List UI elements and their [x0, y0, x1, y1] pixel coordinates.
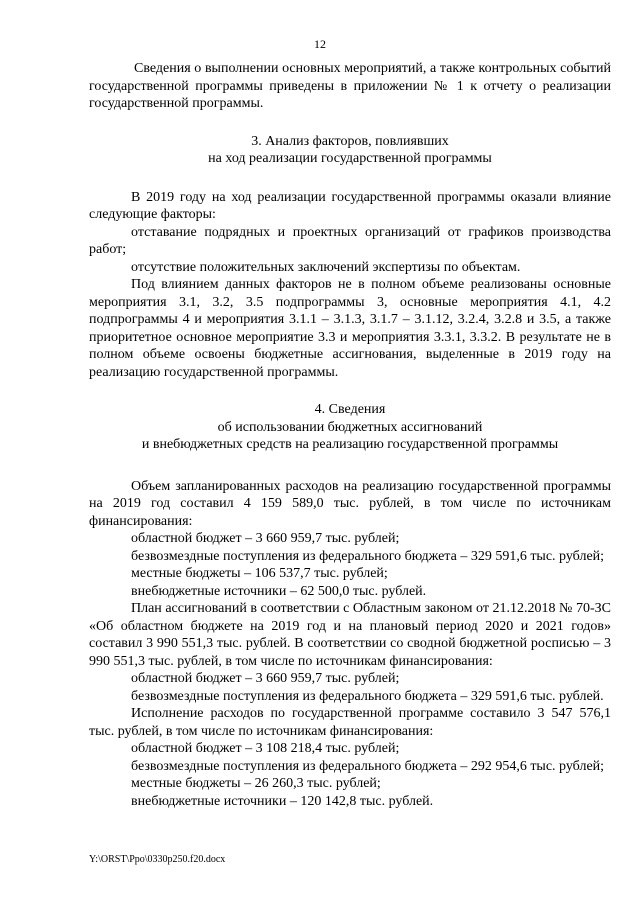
- section-4-heading-line-2: об использовании бюджетных ассигнований: [217, 419, 483, 435]
- section-4-paragraph: внебюджетные источники – 62 500,0 тыс. рублей.: [131, 583, 427, 599]
- section-4-paragraph: областной бюджет – 3 660 959,7 тыс. рублей;: [131, 671, 400, 686]
- intro-paragraph: Сведения о выполнении основных мероприятий, а также контрольных событий государственной программы приведены в приложении № 1 к отчету о реализации государственной программы.: [89, 61, 611, 111]
- section-4-paragraph: Исполнение расходов по государственной программе составило 3 547 576,1 тыс. рублей, в том числе по источникам финансирования:: [89, 706, 611, 739]
- section-4-paragraph: План ассигнований в соответствии с Областным законом от 21.12.2018 № 70-ЗС «Об областном бюджете на 2019 год и на плановый период 2020 и 2021 годов» составил 3 990 551,3 тыс. рублей. В соответствии со сводной бюджетной росписью – 3 990 551,3 тыс. рублей, в том числе по источникам финансирования:: [89, 601, 611, 669]
- section-4-paragraph: местные бюджеты – 106 537,7 тыс. рублей;: [131, 566, 388, 581]
- section-3-body: [89, 189, 611, 382]
- section-4-paragraph: безвозмездные поступления из федерального бюджета – 329 591,6 тыс. рублей.: [131, 688, 604, 704]
- section-4-paragraph: Объем запланированных расходов на реализацию государственной программы на 2019 год составил 4 159 589,0 тыс. рублей, в том числе по источникам финансирования:: [89, 478, 611, 529]
- section-4-heading: [89, 401, 611, 454]
- section-4-paragraph: областной бюджет – 3 108 218,4 тыс. рублей;: [131, 741, 400, 756]
- section-4-heading-line-1: 4. Сведения: [314, 402, 386, 417]
- section-4-paragraph: областной бюджет – 3 660 959,7 тыс. рублей;: [131, 531, 400, 546]
- section-3-paragraph: отсутствие положительных заключений экспертизы по объектам.: [131, 259, 521, 275]
- section-4-body: [89, 478, 611, 811]
- section-3-heading-line-2: на ход реализации государственной программы: [208, 151, 492, 166]
- section-3-heading-line-1: 3. Анализ факторов, повлиявших: [251, 133, 449, 149]
- section-3-paragraph: Под влиянием данных факторов не в полном объеме реализованы основные мероприятия 3.1, 3.2, 3.5 подпрограммы 3, основные мероприятия 4.1, 4.2 подпрограммы 4 и мероприятия 3.1.1 – 3.1.3, 3.1.7 – 3.1.12, 3.2.4, 3.2.8 и 3.5, а также приоритетное основное мероприятие 3.3 и мероприятия 3.3.1, 3.3.2. В результате не в полном объеме освоены бюджетные ассигнования, выделенные в 2019 году на реализацию государственной программы.: [89, 277, 611, 380]
- section-4-paragraph: внебюджетные источники – 120 142,8 тыс. рублей.: [131, 793, 434, 809]
- section-3-heading: [89, 133, 611, 168]
- section-4-paragraph: безвозмездные поступления из федерального бюджета – 292 954,6 тыс. рублей;: [131, 758, 605, 774]
- section-4-paragraph: безвозмездные поступления из федерального бюджета – 329 591,6 тыс. рублей;: [131, 548, 605, 564]
- section-4-heading-line-3: и внебюджетных средств на реализацию государственной программы: [141, 437, 559, 452]
- section-3-paragraph: отставание подрядных и проектных организаций от графиков производства работ;: [89, 224, 611, 257]
- footer-file-path: Y:\ORST\Ppo\0330p250.f20.docx: [89, 854, 226, 865]
- page-number: 12: [314, 37, 326, 51]
- section-3-paragraph: В 2019 году на ход реализации государственной программы оказали влияние следующие факторы:: [89, 189, 611, 222]
- section-4-paragraph: местные бюджеты – 26 260,3 тыс. рублей;: [131, 776, 381, 791]
- document-body: [89, 60, 611, 810]
